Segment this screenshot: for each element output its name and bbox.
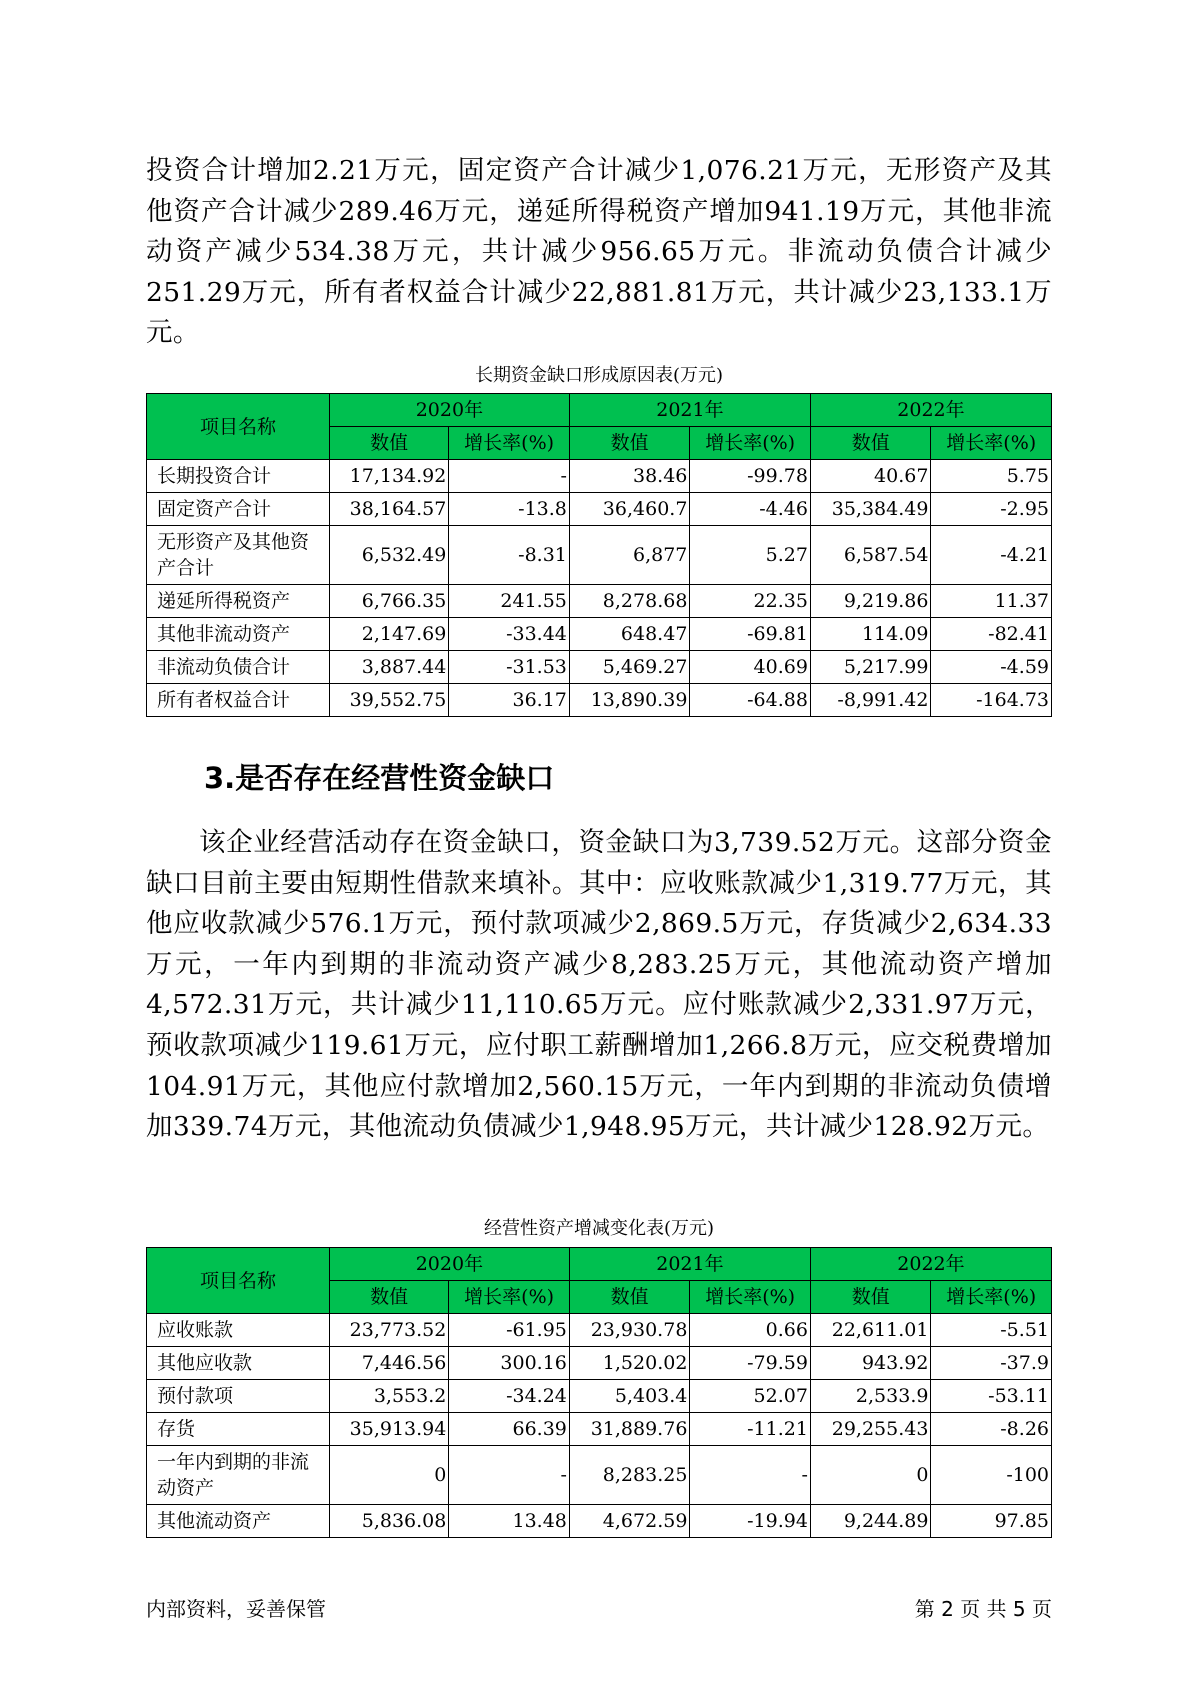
header-value: 数值 [569, 1281, 690, 1314]
cell-growth: 52.07 [690, 1380, 811, 1413]
cell-value: 114.09 [810, 618, 931, 651]
cell-growth: -53.11 [931, 1380, 1052, 1413]
row-name: 应收账款 [147, 1314, 330, 1347]
cell-value: 35,384.49 [810, 493, 931, 526]
cell-growth: -31.53 [449, 651, 570, 684]
cell-growth: 300.16 [449, 1347, 570, 1380]
cell-value: 13,890.39 [569, 684, 690, 717]
cell-value: 6,587.54 [810, 526, 931, 585]
cell-value: 36,460.7 [569, 493, 690, 526]
header-growth-rate: 增长率(%) [690, 1281, 811, 1314]
paragraph-text: 投资合计增加2.21万元，固定资产合计减少1,076.21万元，无形资产及其他资产合计减少289.46万元，递延所得税资产增加941.19万元，其他非流动资产减少534.38万元，共计减少956.65万元。非流动负债合计减少251.29万元，所有者权益合计减少22,881.81万元，共计减少23,133.1万元。 [146, 155, 1052, 349]
cell-value: 6,877 [569, 526, 690, 585]
cell-value: 39,552.75 [329, 684, 448, 717]
header-value: 数值 [810, 427, 931, 460]
cell-growth: -4.21 [931, 526, 1052, 585]
header-item-name: 项目名称 [147, 394, 330, 460]
cell-value: 35,913.94 [329, 1413, 448, 1446]
cell-value: 9,219.86 [810, 585, 931, 618]
table-row [147, 585, 1052, 618]
row-name: 其他流动资产 [147, 1505, 330, 1538]
cell-value: 0 [810, 1446, 931, 1505]
table-row [147, 493, 1052, 526]
cell-value: 648.47 [569, 618, 690, 651]
cell-value: 40.67 [810, 460, 931, 493]
paragraph-text: 该企业经营活动存在资金缺口，资金缺口为3,739.52万元。这部分资金缺口目前主要由短期性借款来填补。其中：应收账款减少1,319.77万元，其他应收款减少576.1万元，预付款项减少2,869.5万元，存货减少2,634.33万元，一年内到期的非流动资产减少8,283.25万元，其他流动资产增加4,572.31万元，共计减少11,110.65万元。应付账款减少2,331.97万元，预收款项减少119.61万元，应付职工薪酬增加1,266.8万元，应交税费增加104.91万元，其他应付款增加2,560.15万元，一年内到期的非流动负债增加339.74万元，其他流动负债减少1,948.95万元，共计减少128.92万元。 [146, 827, 1052, 1143]
row-name: 非流动负债合计 [147, 651, 330, 684]
header-year: 2021年 [569, 394, 810, 427]
cell-value: 23,773.52 [329, 1314, 448, 1347]
header-item-name: 项目名称 [147, 1248, 330, 1314]
cell-growth: -64.88 [690, 684, 811, 717]
cell-value: 7,446.56 [329, 1347, 448, 1380]
cell-growth: 66.39 [449, 1413, 570, 1446]
header-value: 数值 [569, 427, 690, 460]
footer-confidential-note: 内部资料，妥善保管 [146, 1597, 326, 1621]
cell-growth: 40.69 [690, 651, 811, 684]
cell-value: 22,611.01 [810, 1314, 931, 1347]
header-year: 2021年 [569, 1248, 810, 1281]
cell-value: 23,930.78 [569, 1314, 690, 1347]
row-name: 其他应收款 [147, 1347, 330, 1380]
cell-growth: -82.41 [931, 618, 1052, 651]
table-row [147, 1413, 1052, 1446]
header-growth-rate: 增长率(%) [449, 1281, 570, 1314]
operating-gap-paragraph [146, 823, 1052, 1148]
cell-value: -8,991.42 [810, 684, 931, 717]
header-year: 2022年 [810, 1248, 1051, 1281]
cell-growth: 5.27 [690, 526, 811, 585]
cell-growth: -4.59 [931, 651, 1052, 684]
row-name: 存货 [147, 1413, 330, 1446]
cell-value: 2,533.9 [810, 1380, 931, 1413]
table-row [147, 526, 1052, 585]
operating-assets-table [146, 1247, 1052, 1538]
cell-growth: -37.9 [931, 1347, 1052, 1380]
cell-growth: -99.78 [690, 460, 811, 493]
table-row [147, 684, 1052, 717]
row-name: 固定资产合计 [147, 493, 330, 526]
table-row [147, 460, 1052, 493]
cell-growth: -69.81 [690, 618, 811, 651]
cell-growth: -34.24 [449, 1380, 570, 1413]
cell-growth: -61.95 [449, 1314, 570, 1347]
cell-value: 6,532.49 [329, 526, 448, 585]
cell-growth: -33.44 [449, 618, 570, 651]
header-value: 数值 [810, 1281, 931, 1314]
cell-growth: -100 [931, 1446, 1052, 1505]
table-row [147, 618, 1052, 651]
cell-value: 5,217.99 [810, 651, 931, 684]
cell-growth: -19.94 [690, 1505, 811, 1538]
cell-value: 38,164.57 [329, 493, 448, 526]
header-year: 2022年 [810, 394, 1051, 427]
section-heading: 3.是否存在经营性资金缺口 [204, 761, 555, 795]
table-row [147, 1505, 1052, 1538]
cell-growth: - [449, 1446, 570, 1505]
cell-growth: - [449, 460, 570, 493]
intro-paragraph [146, 151, 1052, 354]
row-name: 所有者权益合计 [147, 684, 330, 717]
cell-growth: - [690, 1446, 811, 1505]
cell-growth: 5.75 [931, 460, 1052, 493]
table-row [147, 1347, 1052, 1380]
cell-value: 4,672.59 [569, 1505, 690, 1538]
table-row [147, 1314, 1052, 1347]
header-growth-rate: 增长率(%) [931, 1281, 1052, 1314]
table-row [147, 1380, 1052, 1413]
cell-growth: 36.17 [449, 684, 570, 717]
cell-value: 9,244.89 [810, 1505, 931, 1538]
header-growth-rate: 增长率(%) [690, 427, 811, 460]
row-name: 预付款项 [147, 1380, 330, 1413]
row-name: 一年内到期的非流动资产 [147, 1446, 330, 1505]
header-year: 2020年 [329, 394, 569, 427]
page-number: 第 2 页 共 5 页 [914, 1597, 1052, 1621]
row-name: 长期投资合计 [147, 460, 330, 493]
row-name: 其他非流动资产 [147, 618, 330, 651]
cell-growth: -4.46 [690, 493, 811, 526]
cell-value: 5,469.27 [569, 651, 690, 684]
cell-growth: -8.26 [931, 1413, 1052, 1446]
row-name: 无形资产及其他资产合计 [147, 526, 330, 585]
header-year: 2020年 [329, 1248, 569, 1281]
cell-growth: -79.59 [690, 1347, 811, 1380]
cell-value: 31,889.76 [569, 1413, 690, 1446]
header-growth-rate: 增长率(%) [931, 427, 1052, 460]
cell-value: 5,403.4 [569, 1380, 690, 1413]
table-row [147, 1446, 1052, 1505]
cell-growth: -2.95 [931, 493, 1052, 526]
table-row [147, 651, 1052, 684]
cell-value: 38.46 [569, 460, 690, 493]
cell-value: 5,836.08 [329, 1505, 448, 1538]
table2-caption: 经营性资产增减变化表(万元) [483, 1218, 715, 1239]
table1-caption: 长期资金缺口形成原因表(万元) [474, 365, 724, 386]
cell-growth: 97.85 [931, 1505, 1052, 1538]
cell-growth: -5.51 [931, 1314, 1052, 1347]
cell-value: 17,134.92 [329, 460, 448, 493]
cell-value: 2,147.69 [329, 618, 448, 651]
cell-growth: 11.37 [931, 585, 1052, 618]
cell-value: 0 [329, 1446, 448, 1505]
header-growth-rate: 增长率(%) [449, 427, 570, 460]
cell-growth: 13.48 [449, 1505, 570, 1538]
cell-growth: -13.8 [449, 493, 570, 526]
cell-value: 29,255.43 [810, 1413, 931, 1446]
cell-growth: 22.35 [690, 585, 811, 618]
cell-value: 6,766.35 [329, 585, 448, 618]
cell-value: 8,278.68 [569, 585, 690, 618]
cell-value: 3,553.2 [329, 1380, 448, 1413]
cell-value: 943.92 [810, 1347, 931, 1380]
cell-value: 8,283.25 [569, 1446, 690, 1505]
cell-growth: 0.66 [690, 1314, 811, 1347]
cell-growth: 241.55 [449, 585, 570, 618]
cell-value: 3,887.44 [329, 651, 448, 684]
long-term-funding-gap-table [146, 393, 1052, 717]
cell-growth: -11.21 [690, 1413, 811, 1446]
header-value: 数值 [329, 427, 448, 460]
cell-growth: -8.31 [449, 526, 570, 585]
row-name: 递延所得税资产 [147, 585, 330, 618]
header-value: 数值 [329, 1281, 448, 1314]
cell-value: 1,520.02 [569, 1347, 690, 1380]
cell-growth: -164.73 [931, 684, 1052, 717]
